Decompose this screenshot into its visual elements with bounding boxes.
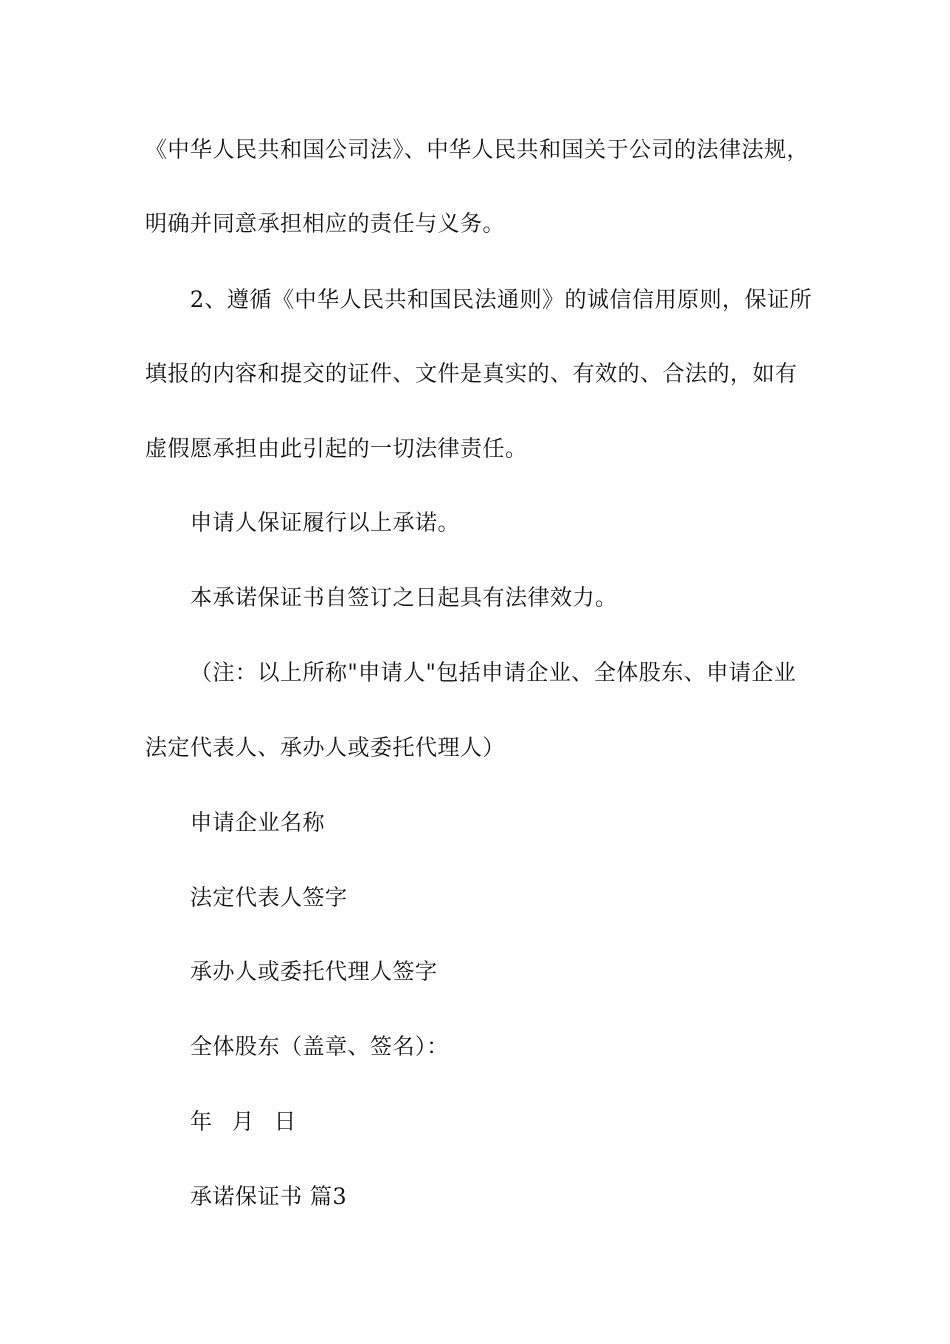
date-day-label: 日	[274, 1110, 297, 1135]
note-line-2: 法定代表人、承办人或委托代理人）	[145, 736, 506, 761]
date-line	[190, 1108, 309, 1138]
legal-representative-signature-label: 法定代表人签字	[190, 886, 348, 911]
paragraph-line-4: 填报的内容和提交的证件、文件是真实的、有效的、合法的，如有	[145, 362, 798, 387]
paragraph-line-5: 虚假愿承担由此引起的一切法律责任。	[145, 437, 528, 462]
section-heading: 承诺保证书 篇3	[190, 1185, 347, 1210]
paragraph-line-3: 2、遵循《中华人民共和国民法通则》的诚信信用原则，保证所	[190, 288, 812, 313]
paragraph-line-7: 本承诺保证书自签订之日起具有法律效力。	[190, 586, 618, 611]
date-year-label: 年	[190, 1110, 213, 1135]
agent-signature-label: 承办人或委托代理人签字	[190, 960, 438, 985]
paragraph-line-1: 《中华人民共和国公司法》、中华人民共和国关于公司的法律法规，	[145, 138, 810, 163]
paragraph-line-2: 明确并同意承担相应的责任与义务。	[145, 212, 506, 237]
paragraph-line-6: 申请人保证履行以上承诺。	[190, 511, 461, 536]
shareholders-signature-label: 全体股东（盖章、签名）：	[190, 1035, 450, 1060]
note-line-1: （注：以上所称"申请人"包括申请企业、全体股东、申请企业	[190, 661, 797, 686]
date-month-label: 月	[232, 1110, 255, 1135]
company-name-label: 申请企业名称	[190, 811, 326, 836]
